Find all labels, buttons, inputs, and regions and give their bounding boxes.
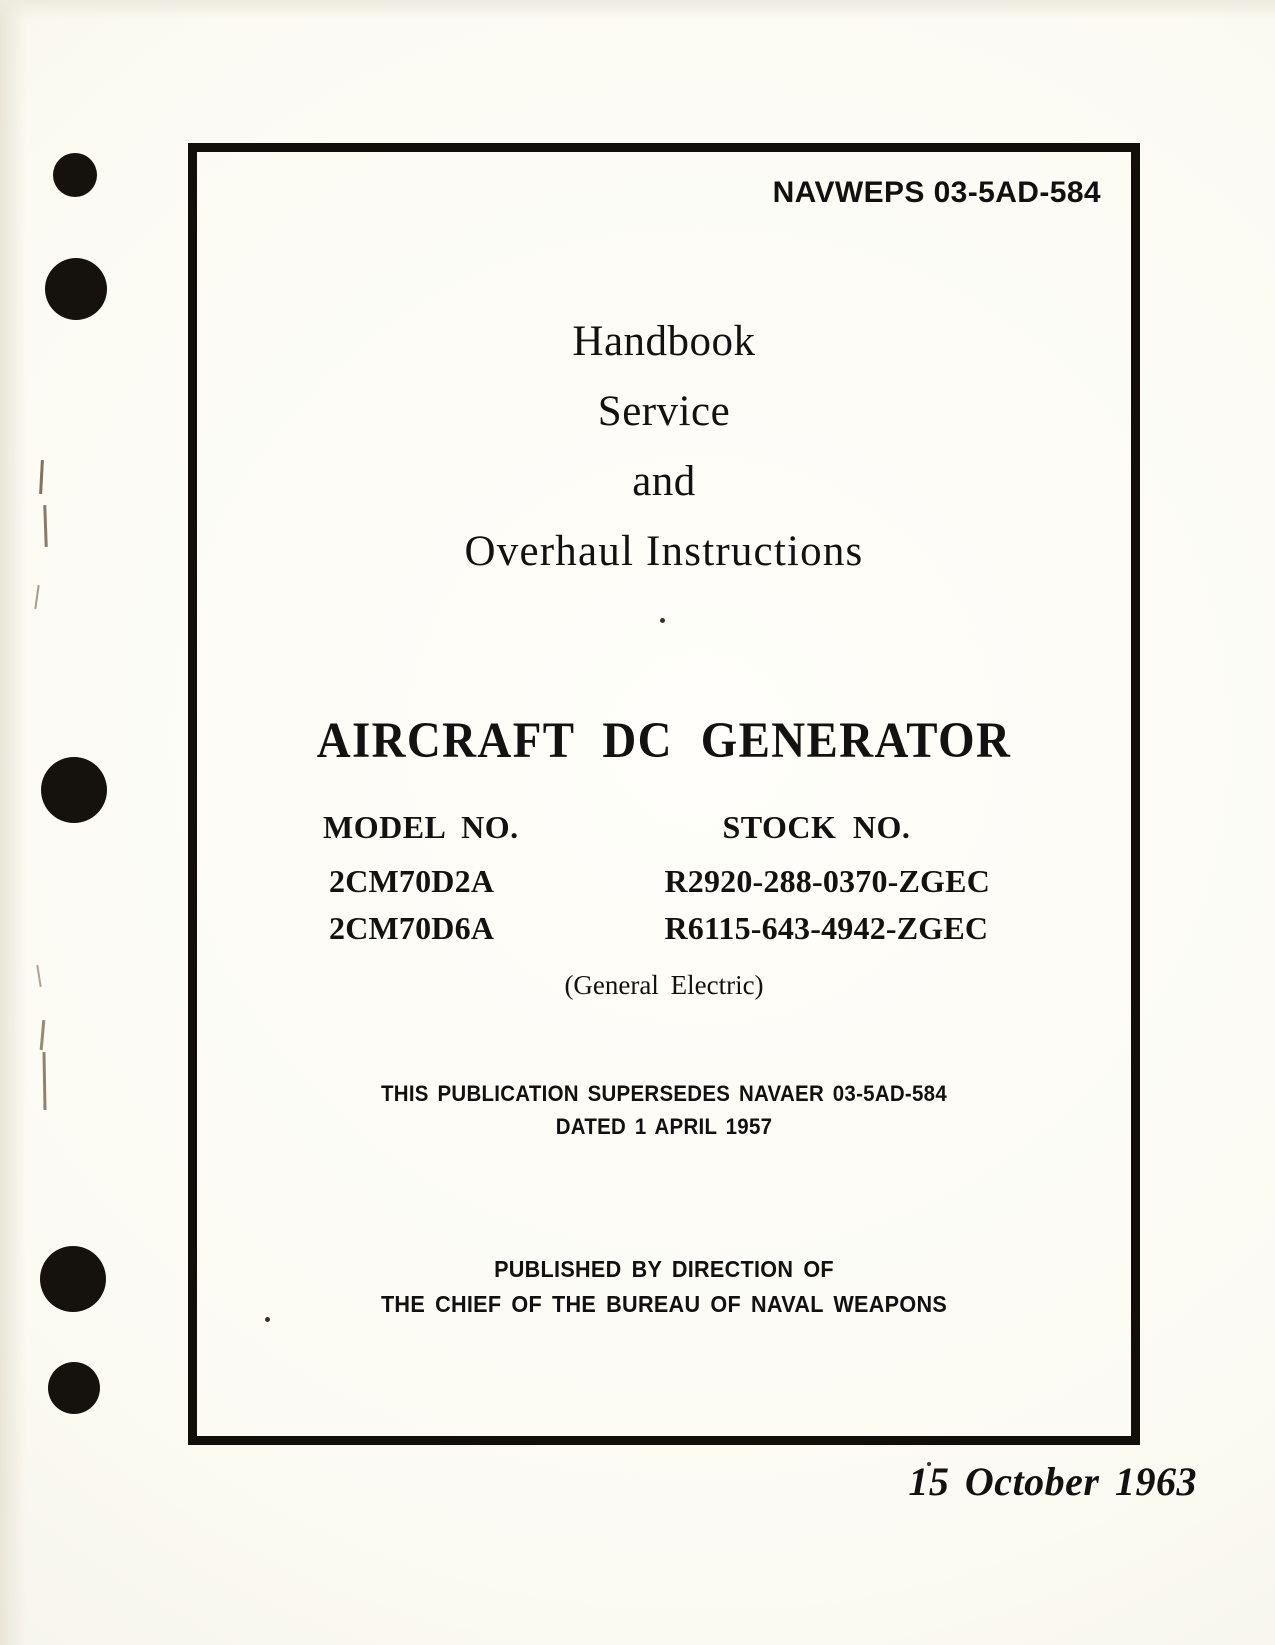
binder-punch-hole xyxy=(48,1362,100,1414)
model-number-value: 2CM70D6A xyxy=(329,910,495,946)
model-stock-grid xyxy=(309,804,1073,952)
publisher-line-1: PUBLISHED BY DIRECTION OF xyxy=(494,1256,834,1282)
binder-punch-hole xyxy=(40,1246,106,1312)
cover-content xyxy=(197,152,1131,1436)
stock-number-header: STOCK NO. xyxy=(722,809,911,845)
publisher-line-2: THE CHIEF OF THE BUREAU OF NAVAL WEAPONS xyxy=(380,1291,948,1317)
table-row xyxy=(309,905,1073,952)
stock-number-value: R6115-643-4942-ZGEC xyxy=(664,910,989,946)
cover-border-frame xyxy=(188,143,1140,1445)
model-number-header: MODEL NO. xyxy=(323,809,519,845)
title-line-handbook: Handbook xyxy=(572,318,756,365)
binder-punch-hole xyxy=(53,153,97,197)
table-header-row xyxy=(309,804,1073,858)
supersedes-note xyxy=(230,1077,1099,1143)
table-row xyxy=(309,858,1073,905)
stock-number-value: R2920-288-0370-ZGEC xyxy=(664,863,991,899)
binder-punch-hole xyxy=(41,757,107,823)
manufacturer-name: (General Electric) xyxy=(564,970,764,1000)
model-number-value: 2CM70D2A xyxy=(329,863,495,899)
publication-date: 15 October 1963 xyxy=(908,1459,1197,1504)
title-line-and: and xyxy=(632,458,696,505)
scan-edge-shadow-top xyxy=(0,0,1275,20)
binder-punch-hole xyxy=(45,258,107,320)
document-number: NAVWEPS 03-5AD-584 xyxy=(772,176,1101,209)
handbook-title-stack xyxy=(197,307,1131,587)
title-line-service: Service xyxy=(597,388,731,435)
product-title: AIRCRAFT DC GENERATOR xyxy=(316,713,1012,769)
model-stock-table xyxy=(309,804,1073,952)
title-line-overhaul-instructions: Overhaul Instructions xyxy=(464,528,864,575)
scan-edge-shadow-left xyxy=(0,0,26,1645)
supersedes-line-1: THIS PUBLICATION SUPERSEDES NAVAER 03-5AD-584 xyxy=(380,1081,947,1106)
publisher-statement xyxy=(225,1252,1103,1322)
supersedes-line-2: DATED 1 APRIL 1957 xyxy=(555,1114,773,1139)
